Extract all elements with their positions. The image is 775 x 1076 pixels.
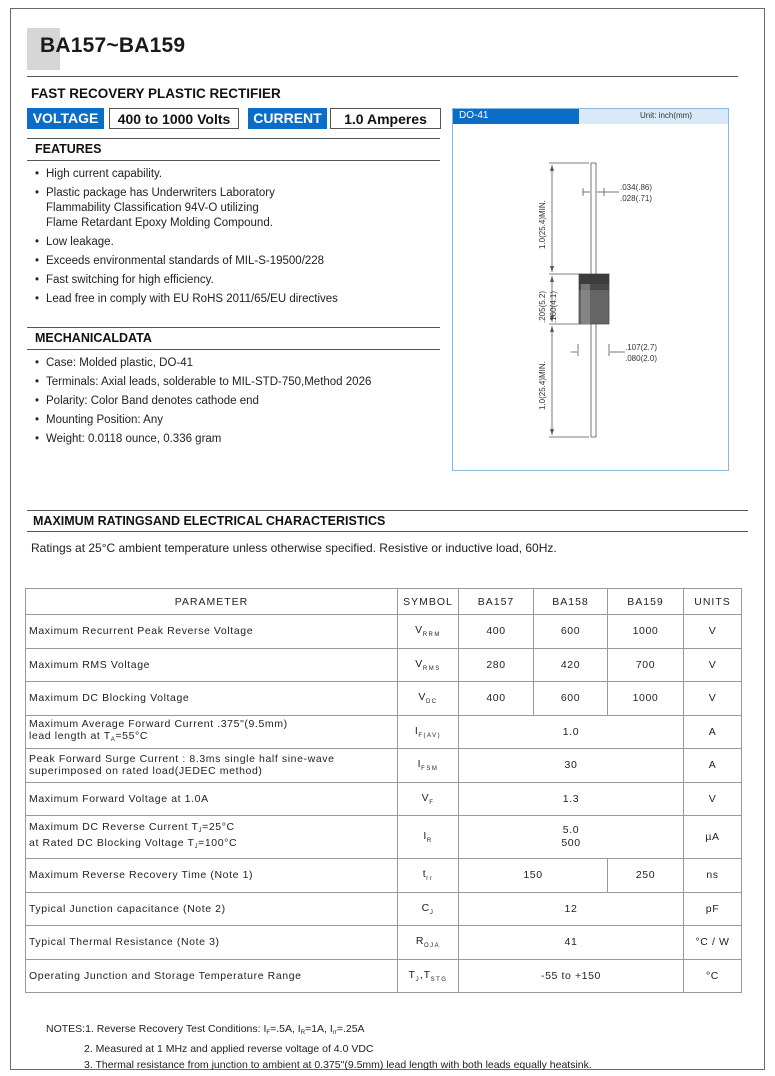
unit-cell: µA [684,816,742,859]
mechanical-item: • Weight: 0.0118 ounce, 0.336 gram [35,432,445,447]
ratings-note: Ratings at 25°C ambient temperature unless otherwise specified. Resistive or inductive load, 60Hz. [31,541,557,555]
feature-item: • Lead free in comply with EU RoHS 2011/65/EU directives [35,292,445,307]
dim-lead-dia-max: .034(.86) [620,183,653,192]
header-units: UNITS [684,589,742,615]
param-cell: Typical Junction capacitance (Note 2) [26,892,398,926]
product-subtitle: FAST RECOVERY PLASTIC RECTIFIER [31,86,281,101]
table-row [26,782,742,816]
current-value: 1.0 Amperes [330,108,441,129]
mechanical-item: • Mounting Position: Any [35,413,445,428]
symbol-cell: $T_J,T_{STG}$ [398,959,459,993]
title-divider [27,76,738,77]
value-cell: -55 to +150 [459,959,684,993]
feature-item: • Plastic package has Underwriters Laboratory [35,186,445,201]
dim-lead-dia-min: .028(.71) [620,194,653,203]
table-row [26,715,742,749]
unit-cell: °C [684,959,742,993]
value-cell: 1.0 [459,715,684,749]
header-ba157: BA157 [459,589,534,615]
do41-outline-diagram [453,124,728,469]
value-cell: 5.0 500 [459,816,684,859]
param-cell: Typical Thermal Resistance (Note 3) [26,926,398,960]
symbol-cell: $V_F$ [398,782,459,816]
symbol-cell: $R_{OJA}$ [398,926,459,960]
value-cell: 280 [459,648,534,682]
notes-block [46,1021,592,1073]
mechanical-item: • Terminals: Axial leads, solderable to MIL-STD-750,Method 2026 [35,375,445,390]
param-cell: Operating Junction and Storage Temperature Range [26,959,398,993]
table-row [26,615,742,649]
mechanical-list [35,356,445,451]
note-3: 3. Thermal resistance from junction to ambient at 0.375"(9.5mm) lead length with both leads equally heatsink. [84,1059,592,1071]
value-cell: 12 [459,892,684,926]
value-cell: 400 [459,615,534,649]
table-row [26,892,742,926]
value-cell: 1000 [608,682,684,716]
symbol-cell: $V_{RMS}$ [398,648,459,682]
param-cell: Peak Forward Surge Current : 8.3ms single half sine-wave superimposed on rated load(JEDEC method) [26,749,398,783]
header-parameter: PARAMETER [26,589,398,615]
value-cell: 400 [459,682,534,716]
param-cell: Maximum Recurrent Peak Reverse Voltage [26,615,398,649]
unit-cell: V [684,648,742,682]
table-row [26,816,742,859]
table-row [26,648,742,682]
symbol-cell: $V_{DC}$ [398,682,459,716]
unit-cell: V [684,682,742,716]
dim-body-len-min: .160(4.1) [549,290,558,323]
dim-body-len-max: .205(5.2) [538,290,547,323]
value-cell: 41 [459,926,684,960]
unit-cell: A [684,715,742,749]
note-2: 2. Measured at 1 MHz and applied reverse voltage of 4.0 VDC [84,1043,374,1055]
param-cell: Maximum DC Reverse Current TJ=25°C at Rated DC Blocking Voltage TJ=100°C [26,816,398,859]
param-cell: Maximum Reverse Recovery Time (Note 1) [26,859,398,893]
mechanical-heading-bar [27,327,440,350]
value-cell: 600 [534,615,608,649]
value-cell: 30 [459,749,684,783]
feature-item-cont: Flame Retardant Epoxy Molding Compound. [46,217,273,229]
table-row [26,926,742,960]
value-cell: 420 [534,648,608,682]
value-cell: 700 [608,648,684,682]
header-ba159: BA159 [608,589,684,615]
dim-lead-len-top: 1.0(25.4)MIN. [538,200,547,249]
ratings-heading: MAXIMUM RATINGSAND ELECTRICAL CHARACTERISTICS [33,514,386,528]
dim-lead-len-bottom: 1.0(25.4)MIN. [538,361,547,410]
feature-item: • Fast switching for high efficiency. [35,273,445,288]
unit-cell: °C / W [684,926,742,960]
value-cell: 1000 [608,615,684,649]
page-title: BA157~BA159 [40,34,186,57]
unit-cell: pF [684,892,742,926]
table-row [26,682,742,716]
unit-cell: A [684,749,742,783]
symbol-cell: $C_J$ [398,892,459,926]
feature-item: • Low leakage. [35,235,445,250]
value-cell: 250 [608,859,684,893]
param-cell: Maximum DC Blocking Voltage [26,682,398,716]
header-symbol: SYMBOL [398,589,459,615]
unit-cell: ns [684,859,742,893]
current-label: CURRENT [248,108,327,129]
table-row [26,749,742,783]
symbol-cell: $V_{RRM}$ [398,615,459,649]
symbol-cell: $t_{rr}$ [398,859,459,893]
feature-item: • Exceeds environmental standards of MIL-S-19500/228 [35,254,445,269]
features-heading: FEATURES [35,142,102,156]
mechanical-heading: MECHANICALDATA [35,331,152,345]
symbol-cell: $I_{FSM}$ [398,749,459,783]
note-1: NOTES:1. Reverse Recovery Test Conditions: IF=.5A, IR=1A, Irr=.25A [46,1023,365,1036]
unit-cell: V [684,782,742,816]
table-row [26,859,742,893]
symbol-cell: $I_R$ [398,816,459,859]
symbol-cell: $I_{F(AV)}$ [398,715,459,749]
table-row [26,959,742,993]
package-name: DO-41 [459,110,489,121]
unit-cell: V [684,615,742,649]
mechanical-item: • Case: Molded plastic, DO-41 [35,356,445,371]
param-cell: Maximum Forward Voltage at 1.0A [26,782,398,816]
param-cell: Maximum Average Forward Current .375"(9.5mm) lead length at TA=55°C [26,715,398,749]
dim-body-dia-max: .107(2.7) [625,343,658,352]
voltage-value: 400 to 1000 Volts [109,108,239,129]
voltage-label: VOLTAGE [27,108,104,129]
header-ba158: BA158 [534,589,608,615]
package-unit: Unit: inch(mm) [640,111,693,120]
features-list [35,167,445,311]
ratings-heading-bar [27,510,748,532]
dim-body-dia-min: .080(2.0) [625,354,658,363]
features-heading-bar [27,138,440,161]
table-header-row [26,589,742,615]
value-cell: 1.3 [459,782,684,816]
feature-item-cont: Flammability Classification 94V-O utilizing [46,202,259,214]
param-cell: Maximum RMS Voltage [26,648,398,682]
value-cell: 150 [459,859,608,893]
mechanical-item: • Polarity: Color Band denotes cathode end [35,394,445,409]
value-cell: 600 [534,682,608,716]
ratings-table [25,588,742,993]
feature-item: • High current capability. [35,167,445,182]
